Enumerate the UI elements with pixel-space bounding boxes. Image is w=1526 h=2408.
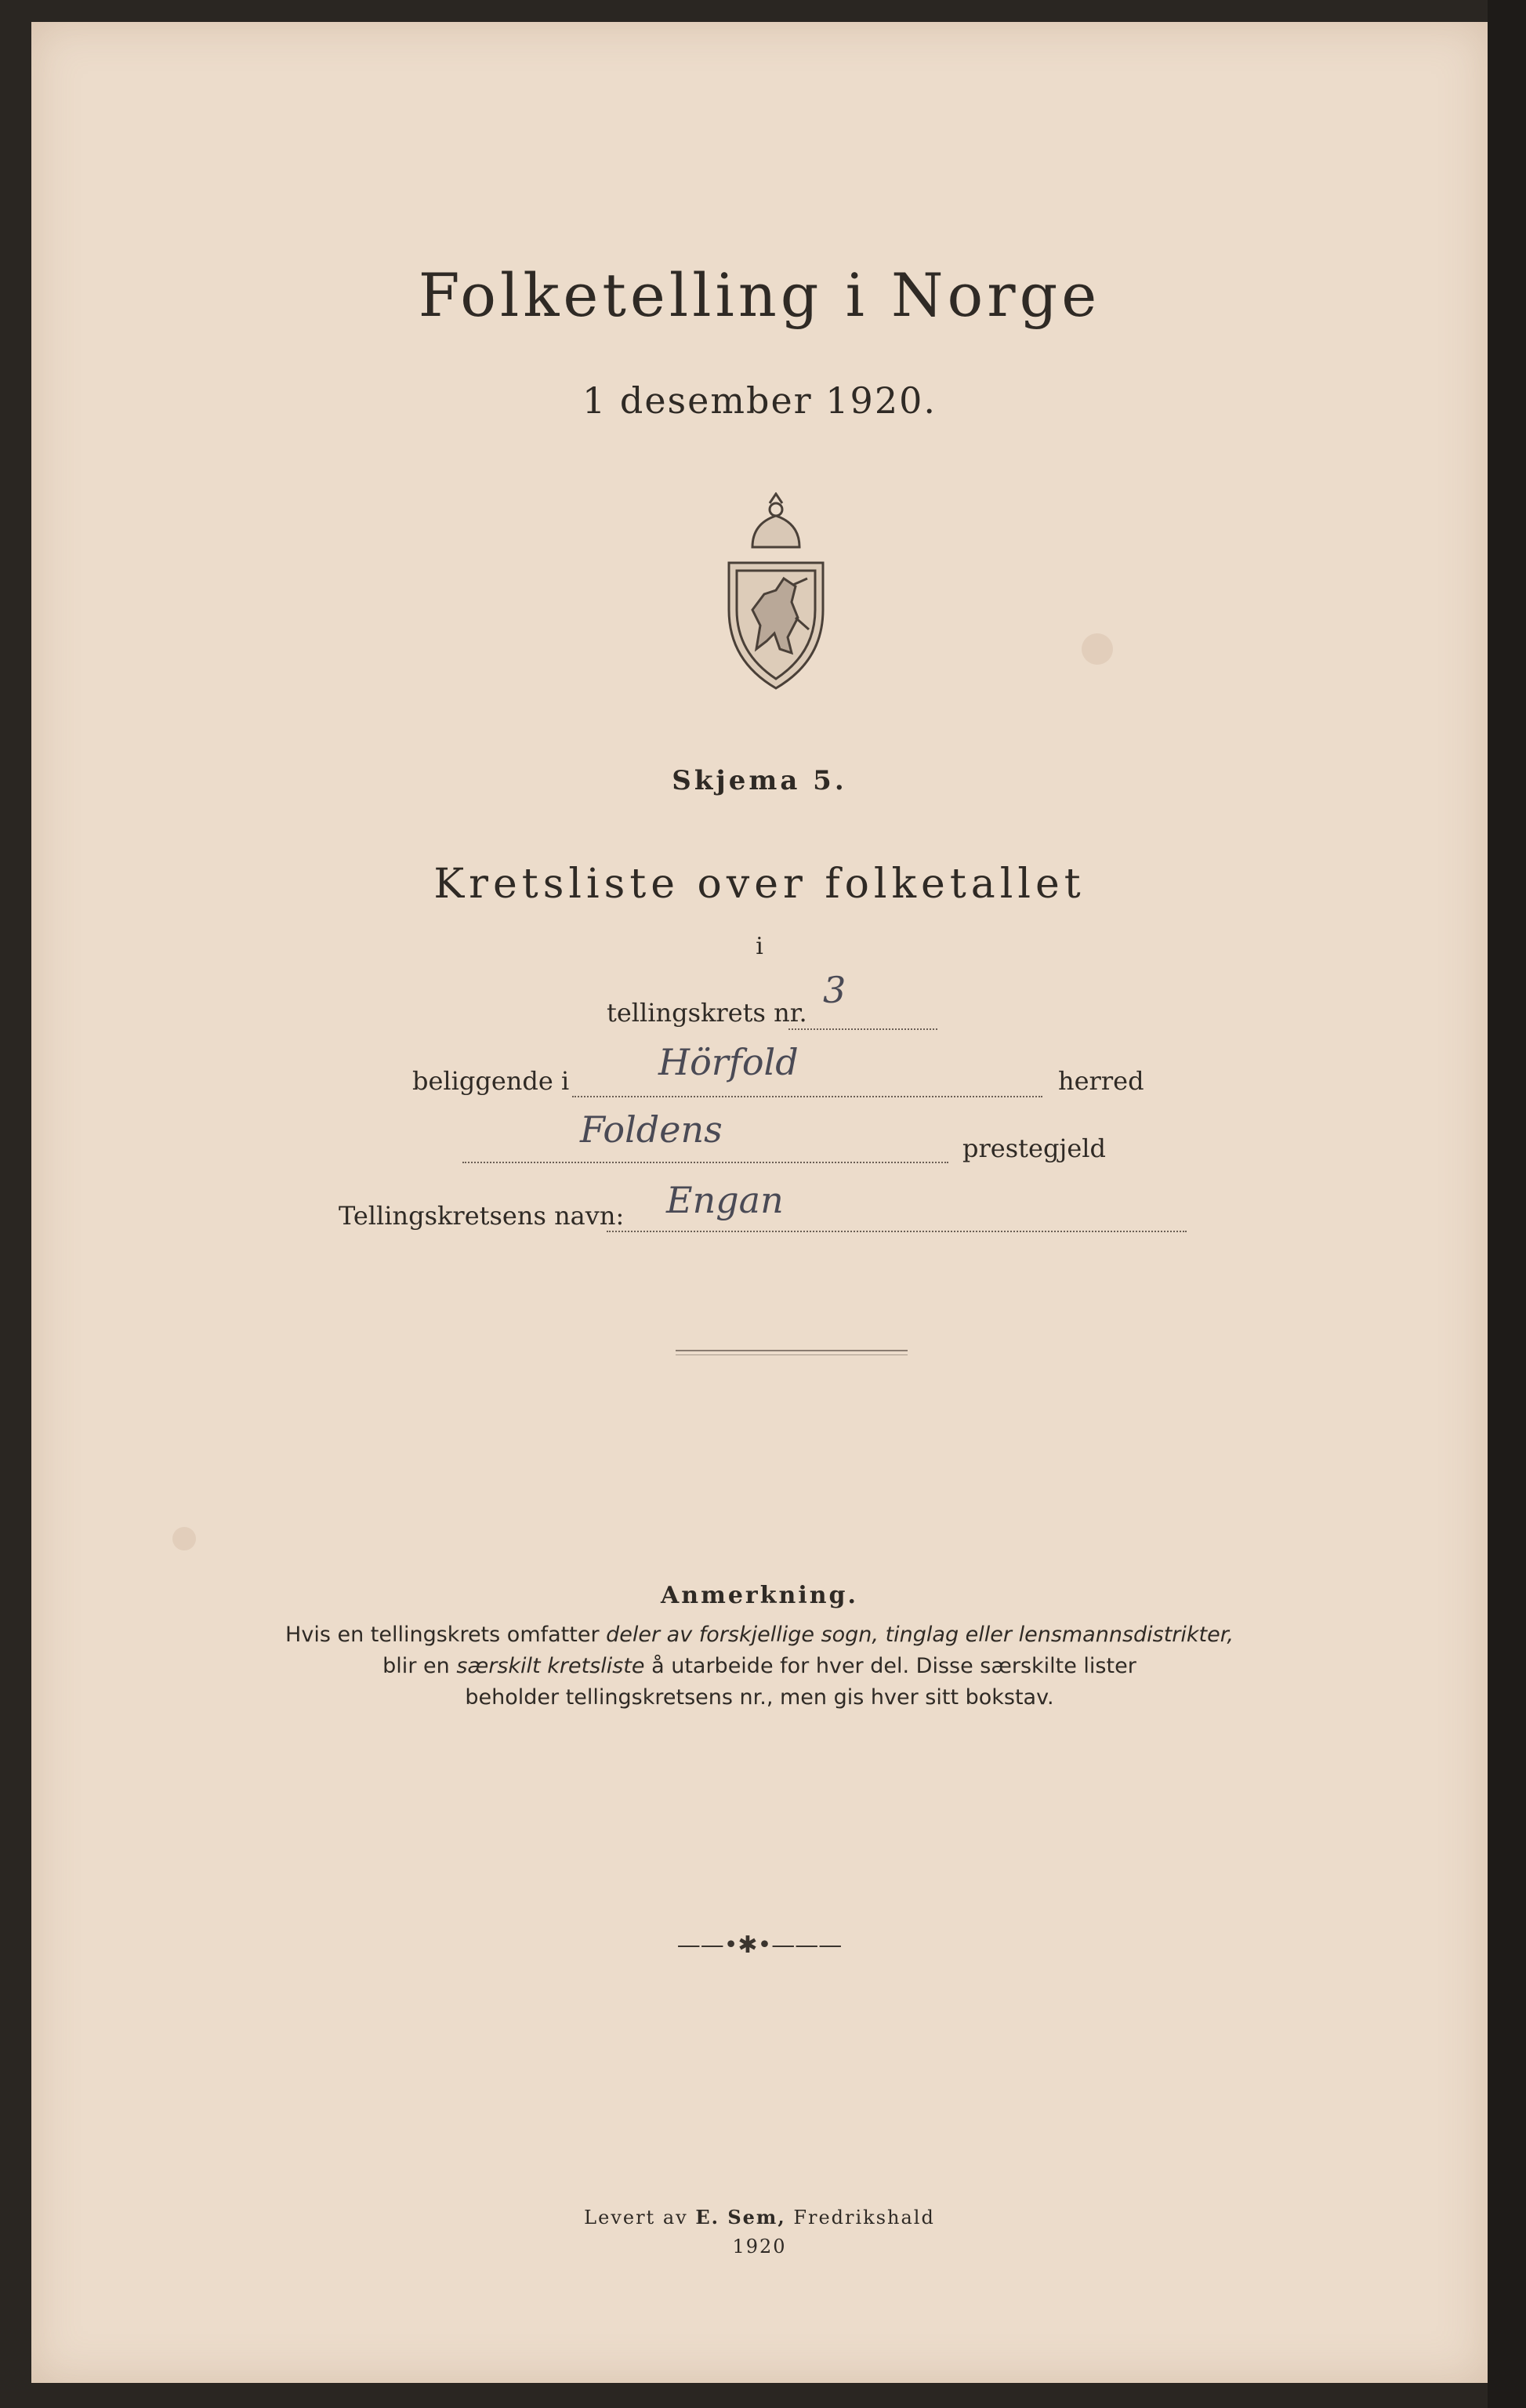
location-line (572, 1096, 1042, 1097)
note-heading: Anmerkning. (661, 1582, 858, 1609)
section-divider (676, 1350, 908, 1351)
norwegian-coat-of-arms-icon (721, 492, 831, 696)
parish-suffix-label: prestegjeld (962, 1133, 1106, 1163)
parish-line (462, 1162, 948, 1163)
district-number-label: tellingskrets nr. (607, 998, 807, 1028)
location-prefix-label: beliggende i (412, 1066, 570, 1096)
form-subtitle: Kretsliste over folketallet (433, 861, 1086, 908)
printer-name: E. Sem, (695, 2206, 786, 2228)
location-value: Hörfold (658, 1041, 799, 1083)
location-suffix-label: herred (1058, 1066, 1144, 1096)
note-text: Hvis en tellingskrets omfatter (285, 1623, 607, 1647)
note-text: å utarbeide for hver del. Disse særskilte lister (644, 1654, 1136, 1678)
printer-text: Levert av (584, 2207, 696, 2228)
census-date: 1 desember 1920. (582, 379, 937, 422)
paper-stain (1082, 633, 1113, 665)
note-line-1 (31, 1619, 1488, 1651)
note-line-3: beholder tellingskretsens nr., men gis hver sitt bokstav. (465, 1685, 1054, 1710)
district-name-label: Tellingskretsens navn: (339, 1201, 625, 1231)
note-text: blir en (382, 1654, 457, 1678)
scan-edge (1488, 0, 1526, 2408)
preposition-i: i (756, 933, 763, 960)
printer-credit (31, 2206, 1488, 2228)
paper-stain (172, 1527, 196, 1550)
printer-city: Fredrikshald (785, 2207, 935, 2228)
note-line-2 (31, 1651, 1488, 1682)
printer-year: 1920 (732, 2236, 787, 2258)
note-emphasis: deler av forskjellige sogn, tinglag eller lensmannsdistrikter, (606, 1623, 1234, 1647)
census-form-page (31, 22, 1488, 2383)
note-emphasis: særskilt kretsliste (456, 1654, 645, 1678)
ornament-divider: ——•✱•——— (676, 1931, 843, 1959)
district-name-line (607, 1231, 1187, 1232)
district-number-line (788, 1028, 937, 1030)
page-title: Folketelling i Norge (418, 260, 1101, 330)
schema-number: Skjema 5. (672, 765, 847, 796)
district-number-value: 3 (823, 969, 846, 1011)
district-name-value: Engan (666, 1179, 784, 1221)
parish-value: Foldens (580, 1108, 723, 1151)
section-divider (676, 1354, 908, 1355)
